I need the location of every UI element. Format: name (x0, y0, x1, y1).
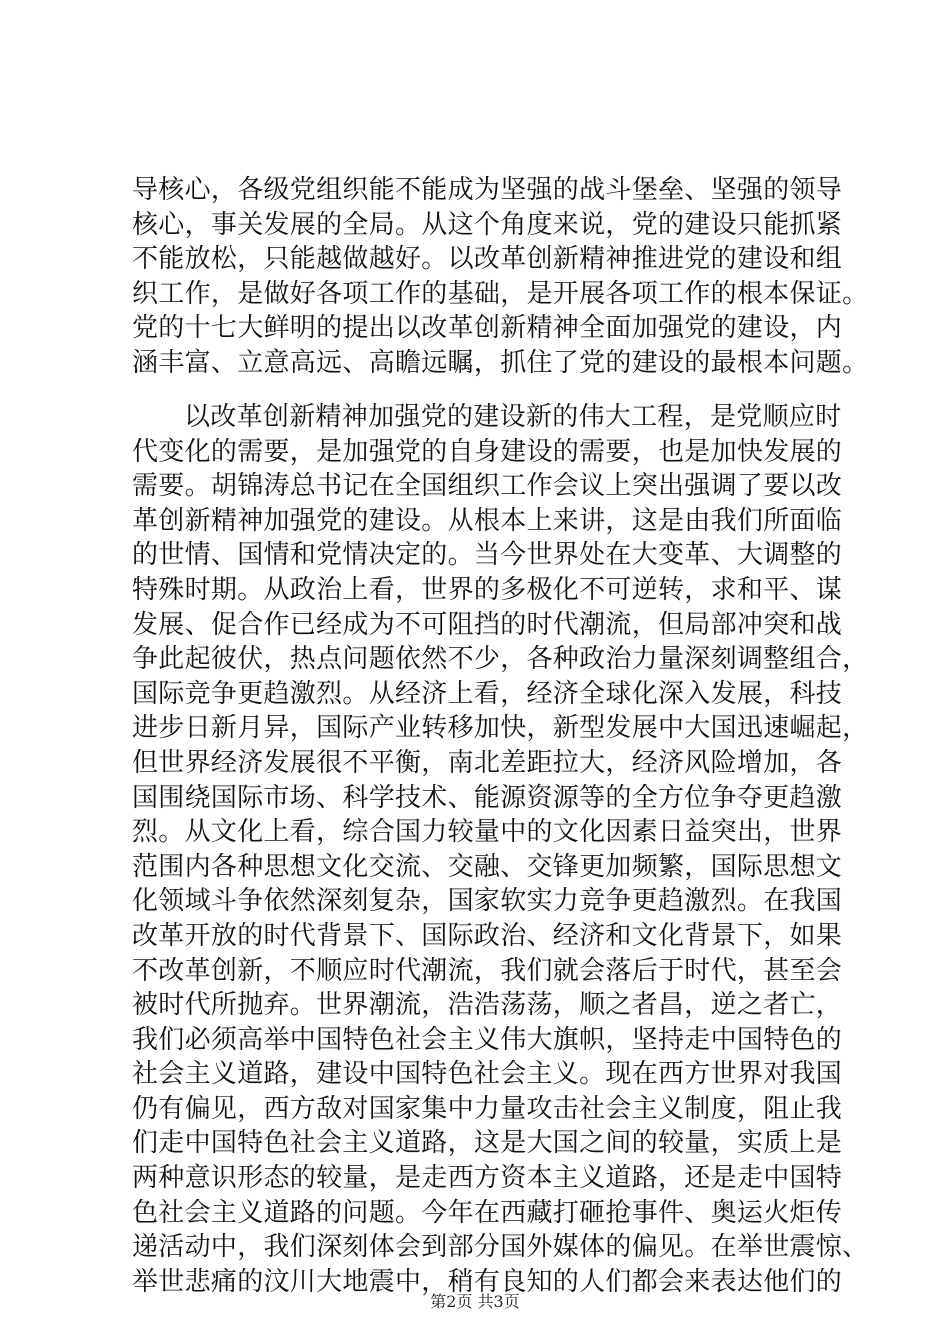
text-line: 不能放松，只能越做越好。以改革创新精神推进党的建设和组 (132, 244, 843, 275)
text-line: 色社会主义道路的问题。今年在西藏打砸抢事件、奥运火炬传 (132, 1197, 843, 1228)
text-line: 进步日新月异，国际产业转移加快，新型发展中大国迅速崛起， (132, 713, 869, 744)
page-number-label: 第2页 共3页 (430, 1292, 520, 1311)
text-line: 需要。胡锦涛总书记在全国组织工作会议上突出强调了要以改 (132, 471, 843, 502)
text-line: 代变化的需要，是加强党的自身建设的需要，也是加快发展的 (132, 436, 843, 467)
text-line: 们走中国特色社会主义道路，这是大国之间的较量，实质上是 (132, 1128, 843, 1159)
text-line: 党的十七大鲜明的提出以改革创新精神全面加强党的建设，内 (132, 313, 843, 344)
text-line: 争此起彼伏，热点问题依然不少，各种政治力量深刻调整组合， (132, 644, 869, 675)
text-line: 国际竞争更趋激烈。从经济上看，经济全球化深入发展，科技 (132, 678, 843, 709)
text-line: 但世界经济发展很不平衡，南北差距拉大，经济风险增加，各 (132, 747, 843, 778)
text-line: 范围内各种思想文化交流、交融、交锋更加频繁，国际思想文 (132, 851, 843, 882)
text-line: 被时代所抛弃。世界潮流，浩浩荡荡，顺之者昌，逆之者亡， (132, 990, 843, 1021)
text-line: 我们必须高举中国特色社会主义伟大旗帜，坚持走中国特色的 (132, 1024, 843, 1055)
text-line: 递活动中，我们深刻体会到部分国外媒体的偏见。在举世震惊、 (132, 1232, 869, 1263)
page-footer (0, 1292, 950, 1312)
text-line: 核心，事关发展的全局。从这个角度来说，党的建设只能抓紧 (132, 209, 843, 240)
text-line: 涵丰富、立意高远、高瞻远瞩，抓住了党的建设的最根本问题。 (132, 347, 869, 378)
paragraph-2 (132, 400, 869, 1299)
text-line: 仍有偏见，西方敌对国家集中力量攻击社会主义制度，阻止我 (132, 1093, 843, 1124)
text-line: 社会主义道路，建设中国特色社会主义。现在西方世界对我国 (132, 1059, 843, 1090)
text-line: 织工作，是做好各项工作的基础，是开展各项工作的根本保证。 (132, 278, 869, 309)
text-line: 改革开放的时代背景下、国际政治、经济和文化背景下，如果 (132, 920, 843, 951)
text-line: 两种意识形态的较量，是走西方资本主义道路，还是走中国特 (132, 1163, 843, 1194)
text-line: 不改革创新，不顺应时代潮流，我们就会落后于时代，甚至会 (132, 955, 843, 986)
paragraph-1 (132, 173, 869, 381)
text-line: 特殊时期。从政治上看，世界的多极化不可逆转，求和平、谋 (132, 574, 843, 605)
text-line: 革创新精神加强党的建设。从根本上来讲，这是由我们所面临 (132, 505, 843, 536)
text-line: 导核心，各级党组织能不能成为坚强的战斗堡垒、坚强的领导 (132, 175, 843, 205)
text-line: 发展、促合作已经成为不可阻挡的时代潮流，但局部冲突和战 (132, 609, 843, 640)
text-line: 化领域斗争依然深刻复杂，国家软实力竞争更趋激烈。在我国 (132, 886, 843, 917)
text-line: 国围绕国际市场、科学技术、能源资源等的全方位争夺更趋激 (132, 782, 843, 813)
text-line: 举世悲痛的汶川大地震中，稍有良知的人们都会来表达他们的 (132, 1266, 843, 1297)
text-line: 的世情、国情和党情决定的。当今世界处在大变革、大调整的 (132, 540, 843, 571)
text-line: 烈。从文化上看，综合国力较量中的文化因素日益突出，世界 (132, 817, 843, 848)
text-line: 以改革创新精神加强党的建设新的伟大工程，是党顺应时 (184, 402, 842, 432)
